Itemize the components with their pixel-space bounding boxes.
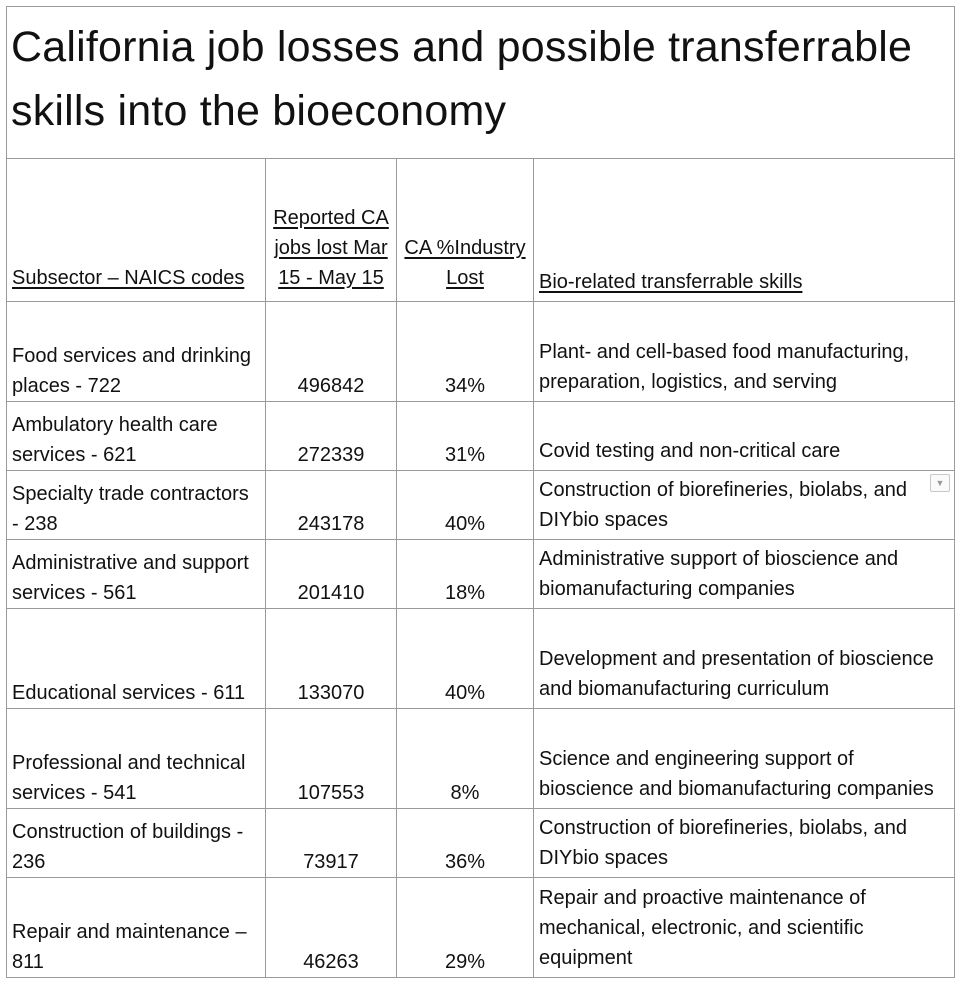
subsector-cell[interactable]: Construction of buildings - 236 bbox=[7, 809, 266, 878]
skills-cell[interactable]: Construction of biorefineries, biolabs, and DIYbio spaces bbox=[534, 809, 955, 878]
pct-lost-cell[interactable]: 36% bbox=[397, 809, 534, 878]
pct-lost-cell[interactable]: 34% bbox=[397, 302, 534, 402]
jobs-lost-cell[interactable]: 496842 bbox=[266, 302, 397, 402]
pct-lost-cell[interactable]: 40% bbox=[397, 609, 534, 709]
pct-lost-cell[interactable]: 8% bbox=[397, 709, 534, 809]
pct-lost-cell[interactable]: 31% bbox=[397, 402, 534, 471]
title-row bbox=[7, 7, 955, 159]
jobs-table bbox=[6, 6, 955, 978]
jobs-lost-cell[interactable]: 73917 bbox=[266, 809, 397, 878]
table-row bbox=[7, 402, 955, 471]
table-row bbox=[7, 709, 955, 809]
table-row bbox=[7, 471, 955, 540]
subsector-cell[interactable]: Repair and maintenance – 811 bbox=[7, 878, 266, 978]
skills-cell[interactable]: Covid testing and non-critical care bbox=[534, 402, 955, 471]
header-row bbox=[7, 159, 955, 302]
table-row bbox=[7, 878, 955, 978]
pct-lost-cell[interactable]: 29% bbox=[397, 878, 534, 978]
skills-cell[interactable]: Construction of biorefineries, biolabs, and DIYbio spaces bbox=[534, 471, 955, 540]
subsector-cell[interactable]: Specialty trade contractors - 238 bbox=[7, 471, 266, 540]
jobs-lost-cell[interactable]: 133070 bbox=[266, 609, 397, 709]
table-row bbox=[7, 540, 955, 609]
jobs-lost-cell[interactable]: 107553 bbox=[266, 709, 397, 809]
subsector-cell[interactable]: Administrative and support services - 561 bbox=[7, 540, 266, 609]
subsector-cell[interactable]: Educational services - 611 bbox=[7, 609, 266, 709]
skills-cell[interactable]: Repair and proactive maintenance of mechanical, electronic, and scientific equipment bbox=[534, 878, 955, 978]
header-subsector[interactable]: Subsector – NAICS codes bbox=[7, 159, 266, 302]
table-title[interactable]: California job losses and possible transferrable skills into the bioeconomy bbox=[7, 7, 955, 159]
skills-cell[interactable]: Science and engineering support of bioscience and biomanufacturing companies bbox=[534, 709, 955, 809]
skills-cell[interactable]: Development and presentation of bioscience and biomanufacturing curriculum bbox=[534, 609, 955, 709]
pct-lost-cell[interactable]: 40% bbox=[397, 471, 534, 540]
header-jobs-lost[interactable]: Reported CA jobs lost Mar 15 - May 15 bbox=[266, 159, 397, 302]
subsector-cell[interactable]: Food services and drinking places - 722 bbox=[7, 302, 266, 402]
cell-dropdown-icon[interactable]: ▼ bbox=[930, 474, 950, 492]
skills-cell[interactable]: Plant- and cell-based food manufacturing, preparation, logistics, and serving bbox=[534, 302, 955, 402]
skills-cell[interactable]: Administrative support of bioscience and biomanufacturing companies bbox=[534, 540, 955, 609]
jobs-lost-cell[interactable]: 46263 bbox=[266, 878, 397, 978]
table-row bbox=[7, 809, 955, 878]
subsector-cell[interactable]: Ambulatory health care services - 621 bbox=[7, 402, 266, 471]
jobs-lost-cell[interactable]: 201410 bbox=[266, 540, 397, 609]
jobs-lost-cell[interactable]: 272339 bbox=[266, 402, 397, 471]
subsector-cell[interactable]: Professional and technical services - 541 bbox=[7, 709, 266, 809]
table-row bbox=[7, 609, 955, 709]
table-row bbox=[7, 302, 955, 402]
jobs-lost-cell[interactable]: 243178 bbox=[266, 471, 397, 540]
header-pct-lost[interactable]: CA %Industry Lost bbox=[397, 159, 534, 302]
pct-lost-cell[interactable]: 18% bbox=[397, 540, 534, 609]
header-skills[interactable]: Bio-related transferrable skills bbox=[534, 159, 955, 302]
